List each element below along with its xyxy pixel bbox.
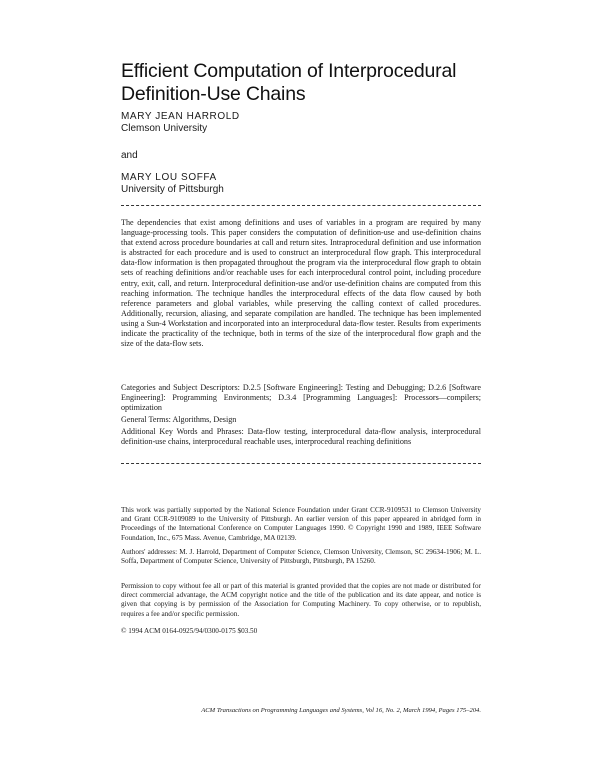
keywords-text: Data-flow testing, interprocedural data-flow analysis, interprocedural definition-use chains, interprocedural reachable uses, interprocedural reaching definitions — [121, 427, 481, 447]
abstract: The dependencies that exist among definitions and uses of variables in a program are required by many language-processing tools. This paper considers the computation of definition-use and use-definition chains that extend across procedure boundaries at call and return sites. Intraprocedural definition and use information is abstracted for each procedure and is used to construct an interprocedural flow graph. This interprocedural data-flow information is then propagated throughout the program via the interprocedural flow graph to obtain sets of reaching definitions and/or reachable uses for each interprocedural control point, including procedure entry, exit, call, and return. Interprocedural definition-use and/or use-definition chains are computed from this reaching information. The technique handles the interprocedural effects of the data flow caused by both reference parameters and global variables, while preserving the calling context of called procedures. Additionally, recursion, aliasing, and separate compilation are handled. The technique has been implemented using a Sun-4 Workstation and incorporated into an interprocedural data-flow tester. Results from experiments indicate the practicality of the technique, both in terms of the size of the interprocedural flow graph and the size of the data-flow sets. — [121, 218, 481, 349]
author-name: MARY JEAN HARROLD — [121, 111, 240, 122]
footnote-copyright: © 1994 ACM 0164-0925/94/0300-0175 $03.50 — [121, 627, 258, 635]
footnote-permission: Permission to copy without fee all or part of this material is granted provided that the copies are not made or distributed for direct commercial advantage, the ACM copyright notice and the title of the publication and its date appear, and notice is given that copying is by permission of the Association for Computing Machinery. To copy otherwise, or to republish, requires a fee and/or specific permission. — [121, 582, 481, 618]
separator-rule-bottom — [121, 463, 481, 464]
author-name: MARY LOU SOFFA — [121, 172, 217, 183]
author-affiliation: University of Pittsburgh — [121, 184, 224, 195]
keywords — [121, 427, 481, 447]
general-terms-text: Algorithms, Design — [172, 415, 237, 424]
author-conjunction: and — [121, 150, 138, 161]
author-2 — [121, 172, 224, 196]
paper-title — [121, 60, 501, 106]
keywords-label: Additional Key Words and Phrases: — [121, 427, 244, 436]
footnote-support: This work was partially supported by the National Science Foundation under Grant CCR-9109531 to Clemson University and Grant CCR-9109089 to the University of Pittsburgh. An earlier version of this paper appeared in abridged form in Proceedings of the International Conference on Computer Languages 1990. © Copyright 1990 and 1989, IEEE Software Foundation, Inc., 675 Mass. Avenue, Cambridge, MA 02139. — [121, 506, 481, 542]
categories-label: Categories and Subject Descriptors: — [121, 383, 240, 392]
journal-footer: ACM Transactions on Programming Languages and Systems, Vol 16, No. 2, March 1994, Pages 175–204. — [201, 707, 481, 714]
author-affiliation: Clemson University — [121, 123, 208, 134]
author-1 — [121, 111, 240, 135]
footnote-addresses: Authors' addresses: M. J. Harrold, Department of Computer Science, Clemson University, Clemson, SC 29634-1906; M. L. Soffa, Department of Computer Science, University of Pittsburgh, Pittsburgh, PA 15260. — [121, 548, 481, 566]
title-line-2: Definition-Use Chains — [121, 83, 306, 105]
categories-and-subject-descriptors — [121, 383, 481, 413]
separator-rule-top — [121, 205, 481, 206]
categories-text: D.2.5 [Software Engineering]: Testing and Debugging; D.2.6 [Software Engineering]: Programming Environments; D.3.4 [Programming Languages]: Processors—compilers; optimization — [121, 383, 481, 413]
general-terms-label: General Terms: — [121, 415, 171, 424]
general-terms — [121, 415, 481, 425]
title-line-1: Efficient Computation of Interprocedural — [121, 60, 457, 82]
